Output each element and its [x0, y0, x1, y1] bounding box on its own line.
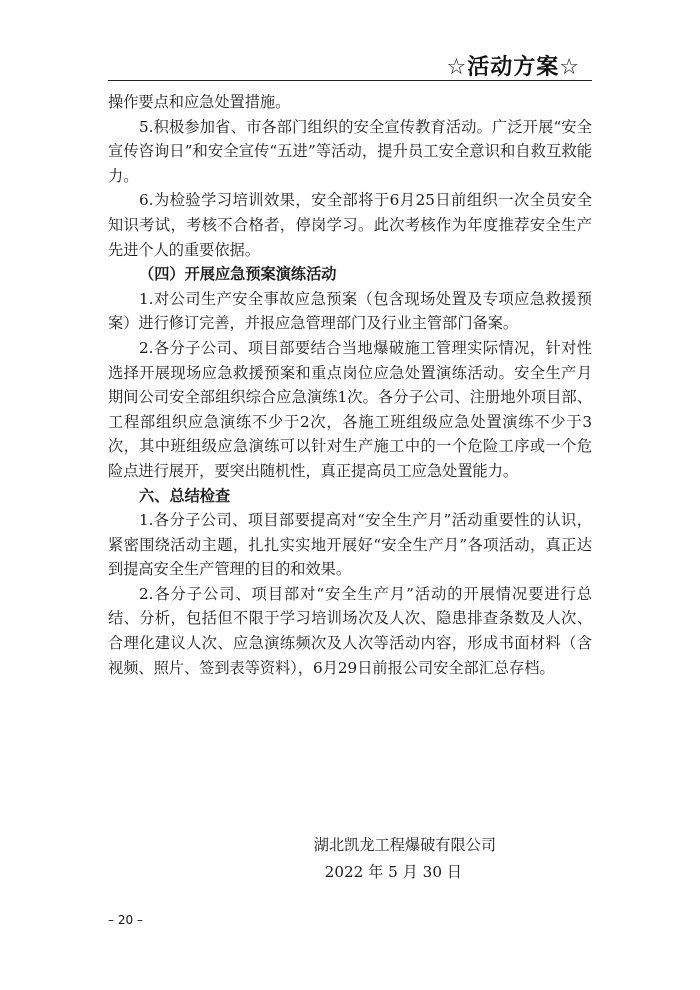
header-divider	[108, 80, 592, 81]
paragraph-drill-item-1: 1.对公司生产安全事故应急预案（包含现场处置及专项应急救援预案）进行修订完善，并报应急管理部门及行业主管部门备案。	[108, 289, 592, 333]
document-body	[108, 90, 592, 680]
paragraph-continuation: 操作要点和应急处置措施。	[108, 93, 291, 111]
signature-date: 2022 年 5 月 30 日	[324, 863, 462, 881]
paragraph-item-5: 5.积极参加省、市各部门组织的安全宣传教育活动。广泛开展“安全宣传咨询日”和安全宣传“五进”等活动，提升员工安全意识和自救互救能力。	[108, 117, 592, 185]
paragraph-summary-item-1: 1.各分子公司、项目部要提高对“安全生产月”活动重要性的认识，紧密围绕活动主题，扎扎实实地开展好“安全生产月”各项活动，真正达到提高安全生产管理的目的和效果。	[108, 511, 592, 579]
paragraph-drill-item-2: 2.各分子公司、项目部要结合当地爆破施工管理实际情况，针对性选择开展现场应急救援预案和重点岗位应急处置演练活动。安全生产月期间公司安全部组织综合应急演练1次。各分子公司、注册地外项目部、工程部组织应急演练不少于2次，各施工班组级应急处置演练不少于3次，其中班组级应急演练可以针对生产施工中的一个危险工序或一个危险点进行展开，要突出随机性，真正提高员工应急处置能力。	[108, 338, 592, 480]
section-heading-emergency-drill: （四）开展应急预案演练活动	[139, 265, 337, 284]
header-title: ☆活动方案☆	[446, 55, 580, 80]
signature-block	[108, 832, 592, 886]
paragraph-summary-item-2: 2.各分子公司、项目部对“安全生产月”活动的开展情况要进行总结、分析，包括但不限于学习培训场次及人次、隐患排查条数及人次、合理化建议人次、应急演练频次及人次等活动内容，形成书面材料（含视频、照片、签到表等资料），6月29日前报公司安全部汇总存档。	[108, 584, 592, 677]
paragraph-item-6: 6.为检验学习培训效果，安全部将于6月25日前组织一次全员安全知识考试，考核不合格者，停岗学习。此次考核作为年度推荐安全生产先进个人的重要依据。	[108, 191, 592, 259]
section-heading-summary: 六、总结检查	[139, 486, 231, 505]
page-number: – 20 –	[108, 913, 143, 927]
signature-organization: 湖北凯龙工程爆破有限公司	[313, 836, 496, 854]
